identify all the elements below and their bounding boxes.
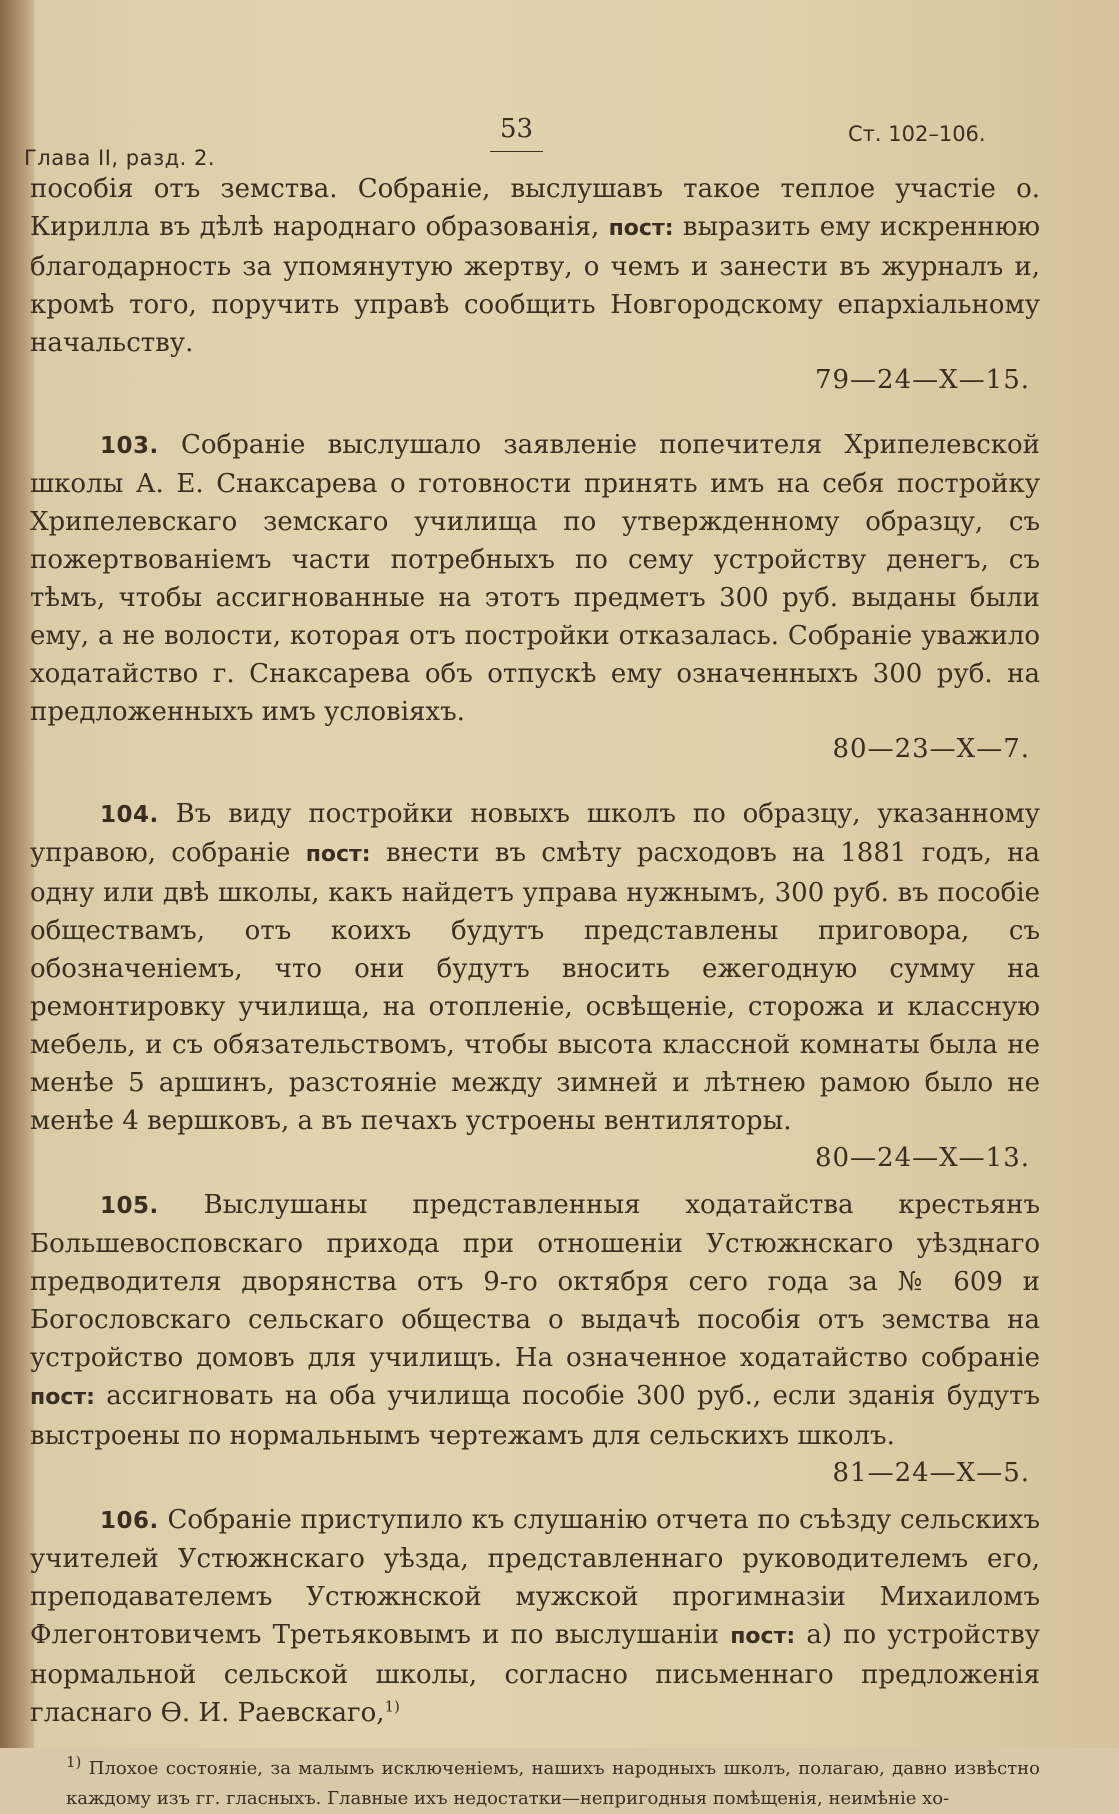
paragraph-text: пособія отъ земства. Собраніе, выслушавъ такое теплое участіе о. Кирилла въ дѣлѣ народнаго образованія, <box>30 174 1040 242</box>
page-number: 53 <box>500 114 534 144</box>
chapter-label: Глава II, разд. 2. <box>24 146 216 170</box>
paragraph-text: внести въ смѣту расходовъ на 1881 годъ, на одну или двѣ школы, какъ найдетъ управа нужнымъ, 300 руб. въ пособіе обществамъ, отъ коихъ будутъ представлены приговора, съ обозначеніемъ, что они будутъ вносить ежегодную сумму на ремонтировку училища, на отопленіе, освѣщеніе, сторожа и классную мебель, и съ обязательствомъ, чтобы высота классной комнаты была не менѣе 5 аршинъ, разстояніе между зимней и лѣтнею рамою было не менѣе 4 вершковъ, а въ печахъ устроены вентиляторы. <box>30 838 1041 1136</box>
article-number: 104. <box>100 802 159 828</box>
paragraph-106 <box>30 1501 1040 1732</box>
paragraph-text: Собраніе приступило къ слушанію отчета по съѣзду сельскихъ учителей Устюжнскаго уѣзда, представленнаго руководителемъ его, преподавателемъ Устюжнской мужской прогимназіи Михаиломъ Флегонтовичемъ Третьяковымъ и по выслушаніи <box>30 1505 1040 1650</box>
footnote-text: Плохое состояніе, за малымъ исключеніемъ, нашихъ народныхъ школъ, полагаю, давно извѣстно каждому изъ гг. гласныхъ. Главные ихъ недостатки—непригодныя помѣщенія, неимѣніе хо- <box>66 1758 1040 1809</box>
article-number: 103. <box>100 433 159 459</box>
article-number: 106. <box>100 1508 159 1534</box>
paragraph-text: Собраніе выслушало заявленіе попечителя Хрипелевской школы А. Е. Снаксарева о готовности принять имъ на себя постройку Хрипелевскаго земскаго училища по утвержденному образцу, съ пожертвованіемъ части потребныхъ по сему устройству денегъ, съ тѣмъ, чтобы ассигнованные на этотъ предметъ 300 руб. выданы были ему, а не волости, которая отъ постройки отказалась. Собраніе уважило ходатайство г. Снаксарева объ отпускѣ ему означенныхъ 300 руб. на предложенныхъ имъ условіяхъ. <box>30 430 1040 727</box>
journal-reference-102: 79—24—X—15. <box>814 365 1030 395</box>
resolution-marker: пост: <box>30 1385 95 1410</box>
footnote-marker: 1) <box>66 1753 82 1771</box>
paragraph-105 <box>30 1186 1040 1455</box>
resolution-marker: пост: <box>305 842 371 867</box>
book-spine-shadow <box>0 0 34 1748</box>
running-header <box>0 110 1119 170</box>
journal-reference-105: 81—24—X—5. <box>832 1458 1030 1488</box>
journal-reference-103: 80—23—X—7. <box>832 734 1030 764</box>
resolution-marker: пост: <box>608 216 674 241</box>
article-number: 105. <box>100 1193 159 1219</box>
paragraph-text: Выслушаны представленныя ходатайства крестьянъ Большевосповскаго прихода при отношеніи Устюжнскаго уѣзднаго предводителя дворянства отъ 9-го октября сего года за № 609 и Богословскаго сельскаго общества о выдачѣ пособія отъ земства на устройство домовъ для училищъ. На означенное ходатайство собраніе <box>30 1190 1040 1373</box>
paragraph-102-continued <box>30 170 1040 362</box>
paragraph-104 <box>30 795 1040 1140</box>
journal-reference-104: 80—24—X—13. <box>814 1143 1030 1173</box>
paragraph-text: выразить ему искреннюю благодарность за упомянутую жертву, о чемъ и занести въ журналъ и, кромѣ того, поручить управѣ сообщить Новгородскому епархіальному начальству. <box>30 212 1041 358</box>
page-body <box>30 170 1040 1814</box>
paragraph-text: а) по устройству нормальной сельской школы, согласно письменнаго предложенія гласнаго Ѳ. И. Раевскаго, <box>30 1620 1041 1728</box>
paragraph-103 <box>30 426 1040 731</box>
footnote-reference: 1) <box>384 1697 400 1716</box>
paragraph-text: ассигновать на оба училища пособіе 300 руб., если зданія будутъ выстроены по нормальнымъ чертежамъ для сельскихъ школъ. <box>30 1381 1041 1451</box>
article-range: Ст. 102–106. <box>848 122 986 146</box>
resolution-marker: пост: <box>730 1624 796 1649</box>
footnote <box>30 1754 1040 1814</box>
paragraph-text: Въ виду постройки новыхъ школъ по образцу, указанному управою, собраніе <box>30 799 1040 868</box>
